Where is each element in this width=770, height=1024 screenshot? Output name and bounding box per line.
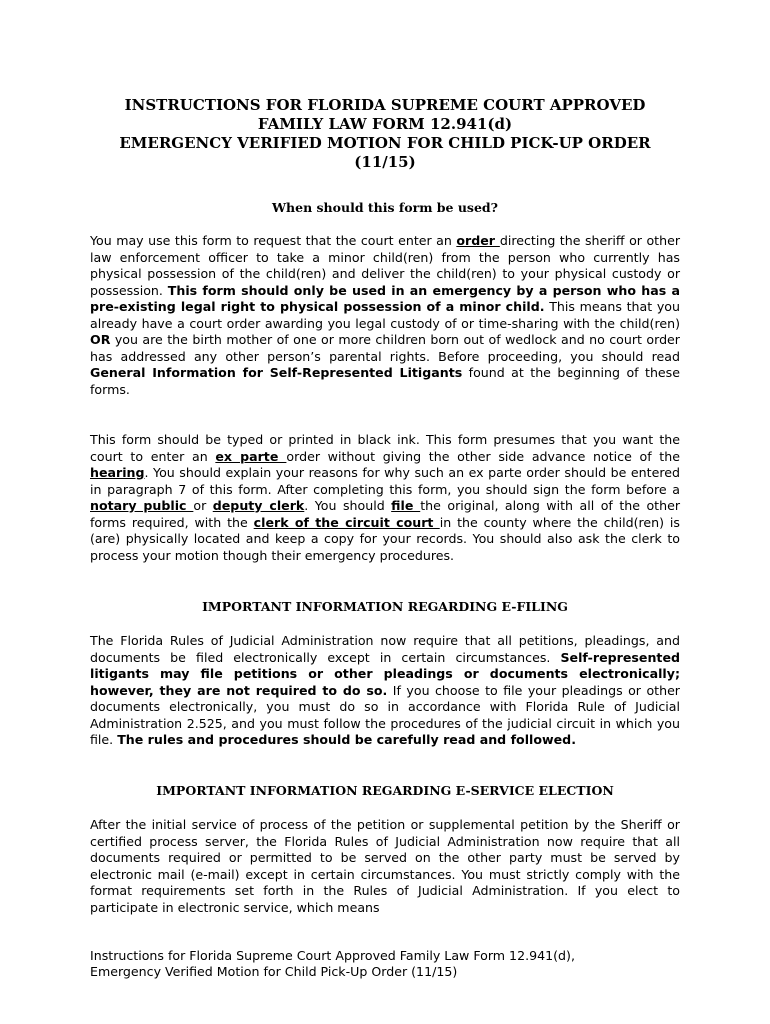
footer-line-1: Instructions for Florida Supreme Court Approved Family Law Form 12.941(d),: [90, 948, 575, 963]
file-link[interactable]: file: [391, 498, 421, 513]
title-line-3: EMERGENCY VERIFIED MOTION FOR CHILD PICK-UP ORDER: [119, 134, 651, 152]
title-line-1: INSTRUCTIONS FOR FLORIDA SUPREME COURT APPROVED: [124, 96, 646, 114]
deputy-clerk-link[interactable]: deputy clerk: [212, 498, 305, 513]
clerk-link[interactable]: clerk of the circuit court: [253, 514, 440, 530]
paragraph-instructions: This form should be typed or printed in black ink. This form presumes that you want the court to enter an ex parte order without giving the other side advance notice of the hearing. You should explain your reasons for why such an ex parte order should be entered in paragraph 7 of this form. After completing this form, you should sign the form before a notary public or deputy clerk. You should file the original, along with all of the other forms required, with the clerk of the circuit court in the county where the child(ren) is (are) physically located and keep a copy for your records. You should also ask the clerk to process your motion though their emergency procedures.: [90, 432, 681, 563]
footer-line-2: Emergency Verified Motion for Child Pick-Up Order (11/15): [90, 964, 458, 979]
hearing-link[interactable]: hearing: [90, 465, 145, 480]
paragraph-usage: You may use this form to request that the court enter an order directing the sheriff or other law enforcement officer to take a minor child(ren) from the person who currently has physical possession of the child(ren) and deliver the child(ren) to your physical custody or possession. This form should only be used in an emergency by a person who has a pre-existing legal right to physical possession of a minor child. This means that you already have a court order awarding you legal custody of or time-sharing with the child(ren) OR you are the birth mother of one or more children born out of wedlock and no court order has addressed any other person’s parental rights. Before proceeding, you should read General Information for Self-Represented Litigants found at the beginning of these forms.: [90, 233, 680, 397]
paragraph-efiling: The Florida Rules of Judicial Administration now require that all petitions, pleadings, and documents be filed electronically except in certain circumstances. Self-represented litigants may file petitions or other pleadings or documents electronically; however, they are not required to do so. If you choose to file your pleadings or other documents electronically, you must do so in accordance with Florida Rule of Judicial Administration 2.525, and you must follow the procedures of the judicial circuit in which you file. The rules and procedures should be carefully read and followed.: [90, 633, 680, 747]
efiling-heading: IMPORTANT INFORMATION REGARDING E-FILING: [202, 599, 568, 614]
title-line-2: FAMILY LAW FORM 12.941(d): [257, 115, 513, 133]
eservice-heading: IMPORTANT INFORMATION REGARDING E-SERVICE ELECTION: [156, 783, 614, 798]
page-footer: [90, 948, 690, 980]
page-title: [90, 96, 680, 172]
order-link[interactable]: order: [456, 233, 500, 248]
ex-parte-link[interactable]: ex parte: [215, 448, 287, 464]
when-heading: When should this form be used?: [272, 200, 498, 215]
title-line-4: (11/15): [354, 153, 416, 171]
notary-public-link[interactable]: notary public: [90, 498, 194, 513]
paragraph-eservice: After the initial service of process of the petition or supplemental petition by the Sheriff or certified process server, the Florida Rules of Judicial Administration now require that all documents required or permitted to be served on the other party must be served by electronic mail (e-mail) except in certain circumstances. You must strictly comply with the format requirements set forth in the Rules of Judicial Administration. If you elect to participate in electronic service, which means: [90, 817, 680, 915]
